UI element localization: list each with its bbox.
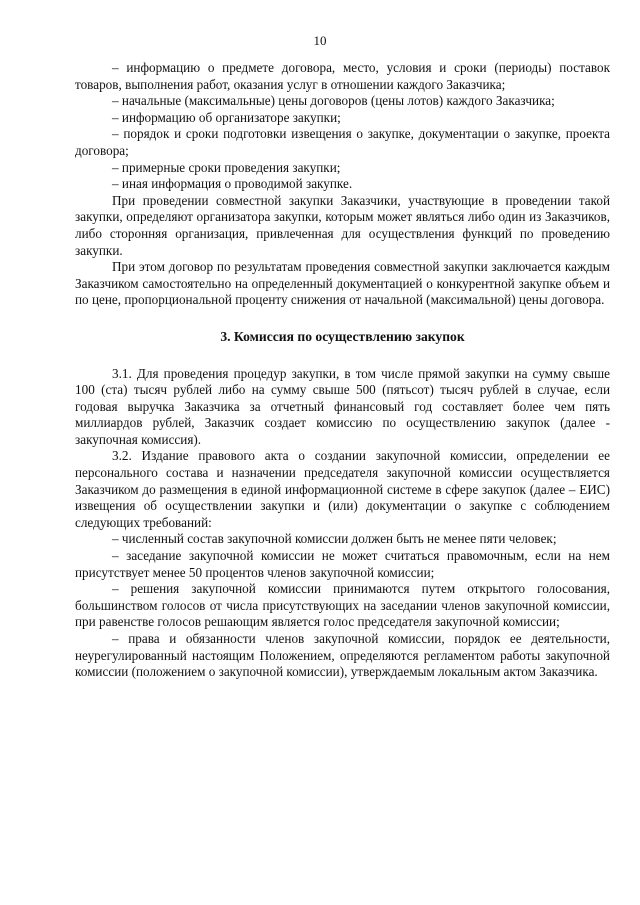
list-item-voting: – решения закупочной комиссии принимаются путем открытого голосования, большинством голосов от числа присутствующих на заседании членов закупочной комиссии, при равенстве голосов решающим является голос председателя закупочной комиссии; xyxy=(75,581,610,630)
paragraph-4: – порядок и сроки подготовки извещения о закупке, документации о закупке, проекта договора; xyxy=(75,126,610,158)
section-heading: 3. Комиссия по осуществлению закупок xyxy=(220,328,465,344)
list-item-committee-size: – численный состав закупочной комиссии должен быть не менее пяти человек; xyxy=(112,531,557,547)
paragraph-8: При этом договор по результатам проведения совместной закупки заключается каждым Заказчиком самостоятельно на определенный документацией о конкурентной закупке объем и по цене, пропорциональной проценту снижения от начальной (максимальной) цены договора. xyxy=(75,259,610,308)
list-item-rights-duties: – права и обязанности членов закупочной комиссии, порядок ее деятельности, неурегулированный настоящим Положением, определяются регламентом работы закупочной комиссии (положением о закупочной комиссии), утверждаемым локальным актом Заказчика. xyxy=(75,631,610,680)
paragraph-3-1: 3.1. Для проведения процедур закупки, в том числе прямой закупки на сумму свыше 100 (ста) тысяч рублей либо на сумму свыше 500 (пятьсот) тысяч рублей в случае, если годовая выручка Заказчика за отчетный финансовый год составляет более чем пять миллиардов рублей, Заказчик создает комиссию по осуществлению закупок (далее - закупочная комиссия). xyxy=(75,365,610,447)
paragraph-6: – иная информация о проводимой закупке. xyxy=(112,176,353,192)
paragraph-5: – примерные сроки проведения закупки; xyxy=(112,159,341,175)
paragraph-1: – информацию о предмете договора, место, условия и сроки (периоды) поставок товаров, выполнения работ, оказания услуг в отношении каждого Заказчика; xyxy=(75,60,610,92)
paragraph-7: При проведении совместной закупки Заказчики, участвующие в проведении такой закупки, определяют организатора закупки, которым может являться либо один из Заказчиков, либо сторонняя организация, привлеченная для осуществления функций по проведению закупки. xyxy=(75,192,610,258)
list-item-quorum: – заседание закупочной комиссии не может считаться правомочным, если на нем присутствует менее 50 процентов членов закупочной комиссии; xyxy=(75,548,610,580)
paragraph-3-2: 3.2. Издание правового акта о создании закупочной комиссии, определении ее персонального состава и назначении председателя закупочной комиссии осуществляется Заказчиком до размещения в единой информационной системе в сфере закупок (далее – ЕИС) извещения об осуществлении закупки и (или) документации о закупке с соблюдением следующих требований: xyxy=(75,448,610,530)
page-number: 10 xyxy=(313,33,327,48)
document-body xyxy=(75,60,610,681)
paragraph-3: – информацию об организаторе закупки; xyxy=(112,109,341,125)
paragraph-2: – начальные (максимальные) цены договоров (цены лотов) каждого Заказчика; xyxy=(112,93,555,109)
